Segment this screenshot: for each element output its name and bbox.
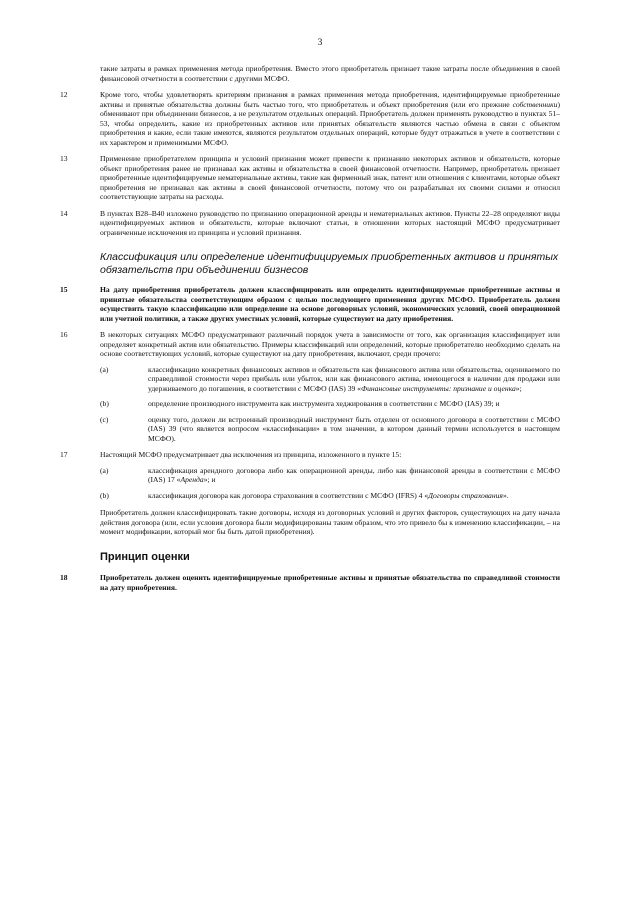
document-body [60,64,560,599]
list-item [100,466,560,485]
paragraph-number: 13 [60,154,68,163]
list-item-tail: »; и [203,475,216,484]
paragraph-text: Приобретатель должен оценить идентифицируемые приобретенные активы и принятые обязательства по справедливой стоимости на дату приобретения. [100,573,560,592]
paragraph-text: Кроме того, чтобы удовлетворять критериям признания в рамках применения метода приобретения, идентифицируемые приобретенные активы и принятые обязательства должны быть частью того, что приобретатель и объект приобретения (или его прежние [100,90,560,109]
list-item-italic: Финансовые инструменты: признание и оценка [360,383,516,393]
list-item-text: определение производного инструмента как инструмента хеджирования в соответствии с МСФО (IAS) 39; и [148,399,500,408]
paragraph-12 [60,90,560,147]
list-item-label: (b) [100,399,109,408]
list-item-text: классификацию конкретных финансовых активов и обязательств как финансового актива или обязательства, оцениваемого по справедливой стоимости через прибыль или убыток, или как финансового актива, имеющегося в наличии для продажи или удерживаемого до погашения, в соответствии с МСФО (IAS) 39 « [148,364,560,393]
paragraph-17 [60,450,560,537]
list-item-italic: Договоры страхования [428,490,503,500]
paragraph-text: В некоторых ситуациях МСФО предусматривают различный порядок учета в зависимости от того, как организация классифицирует или определяет конкретный актив или обязательство. Примеры классификаций или определений, которые приобретателю необходимо сделать на основе соответствующих условий, которые существуют на дату приобретения, включают, среди прочего: [100,330,560,358]
section-heading-measurement: Принцип оценки [100,550,190,563]
section-heading-classification: Классификация или определение идентифицируемых приобретенных активов и принятых обязательств при объединении бизнесов [100,251,559,276]
list-item-label: (c) [100,414,109,424]
list-item-tail: »; [515,383,522,393]
list-item-label: (b) [100,490,109,500]
list-item-text: оценку того, должен ли встроенный производный инструмент быть отделен от основного договора в соответствии с МСФО (IAS) 39 (что является вопросом «классификации» в том значении, в котором данный термин используется в настоящем МСФО). [148,414,560,443]
paragraph-18 [60,573,560,592]
paragraph-text: Настоящий МСФО предусматривает два исключения из принципа, изложенного в пункте 15: [100,450,402,459]
paragraph-13 [60,154,560,202]
list-item-text: классификация договора как договора страхования в соответствии с МСФО (IFRS) 4 « [148,490,429,500]
paragraph-number: 15 [60,285,68,294]
paragraph-number: 16 [60,330,68,339]
paragraph-continuation [60,64,560,83]
paragraph-14 [60,209,560,238]
paragraph-text: ) обменивают при объединении бизнесов, а не результатом отдельных операций. Приобретатель должен применять руководство в пунктах 51–53, чтобы определить, какие из приобретенных активов или принятых обязательств являются частью обмена в связи с объектом приобретения и какие, если такие имеются, являются результатом отдельных операций, которые будут отражаться в учете в соответствии с их характером и применимыми МСФО. [100,99,560,147]
list-item [100,491,560,501]
list-item-tail: ». [502,490,509,500]
list-item-text: классификация арендного договора либо как операционной аренды, либо как финансовой аренды в соответствии с МСФО (IAS) 17 « [148,465,560,484]
list-item-label: (a) [100,465,109,475]
paragraph-text: такие затраты в рамках применения метода приобретения. Вместо этого приобретатель признает такие затраты после объединения в своей финансовой отчетности в соответствии с другими МСФО. [100,64,560,83]
paragraph-number: 14 [60,208,68,218]
paragraph-number: 17 [60,450,68,459]
list-item [100,365,560,394]
paragraph-text: Применение приобретателем принципа и условий признания может привести к признанию некоторых активов и обязательств, которые объект приобретения ранее не признавал как активы и обязательства в своей финансовой отчетности. Например, приобретатель признает приобретенные идентифицируемые нематериальные активы, такие как фирменный знак, патент или отношения с клиентами, которые объект приобретения не признавал как активы в своей финансовой отчетности, потому что он разрабатывал их своими силами и относил соответствующие затраты на расходы. [100,154,560,201]
paragraph-number: 18 [60,573,68,582]
paragraph-16 [60,330,560,443]
paragraph-text: В пунктах B28–B40 изложено руководство по признанию операционной аренды и нематериальных активов. Пункты 22–28 определяют виды идентифицируемых активов и обязательств, которые включают статьи, в отношении которых настоящий МСФО предусматривает ограниченные исключения из принципа и условий признания. [100,208,560,237]
page-number: 3 [317,38,323,48]
paragraph-number: 12 [60,90,68,99]
list-item-label: (a) [100,364,109,374]
paragraph-text-italic: собственники [512,99,558,109]
list-item-italic: Аренда [180,475,204,484]
list-item [100,399,560,409]
list-item [100,415,560,444]
paragraph-text-after-list: Приобретатель должен классифицировать такие договоры, исходя из договорных условий и других факторов, существующих на дату начала действия договора (или, если условия договора были модифицированы таким образом, что это привело бы к изменению классификации, – на момент модификации, который мог бы быть датой приобретения). [100,508,560,536]
paragraph-text: На дату приобретения приобретатель должен классифицировать или определить идентифицируемые приобретенные активы и принятые обязательства соответствующим образом с целью последующего применения других МСФО. Приобретатель должен осуществить такую классификацию или определение на основе договорных условий, экономических условий, своей операционной или учетной политики, а также других уместных условий, которые существуют на дату приобретения. [100,285,560,323]
paragraph-15 [60,285,560,323]
